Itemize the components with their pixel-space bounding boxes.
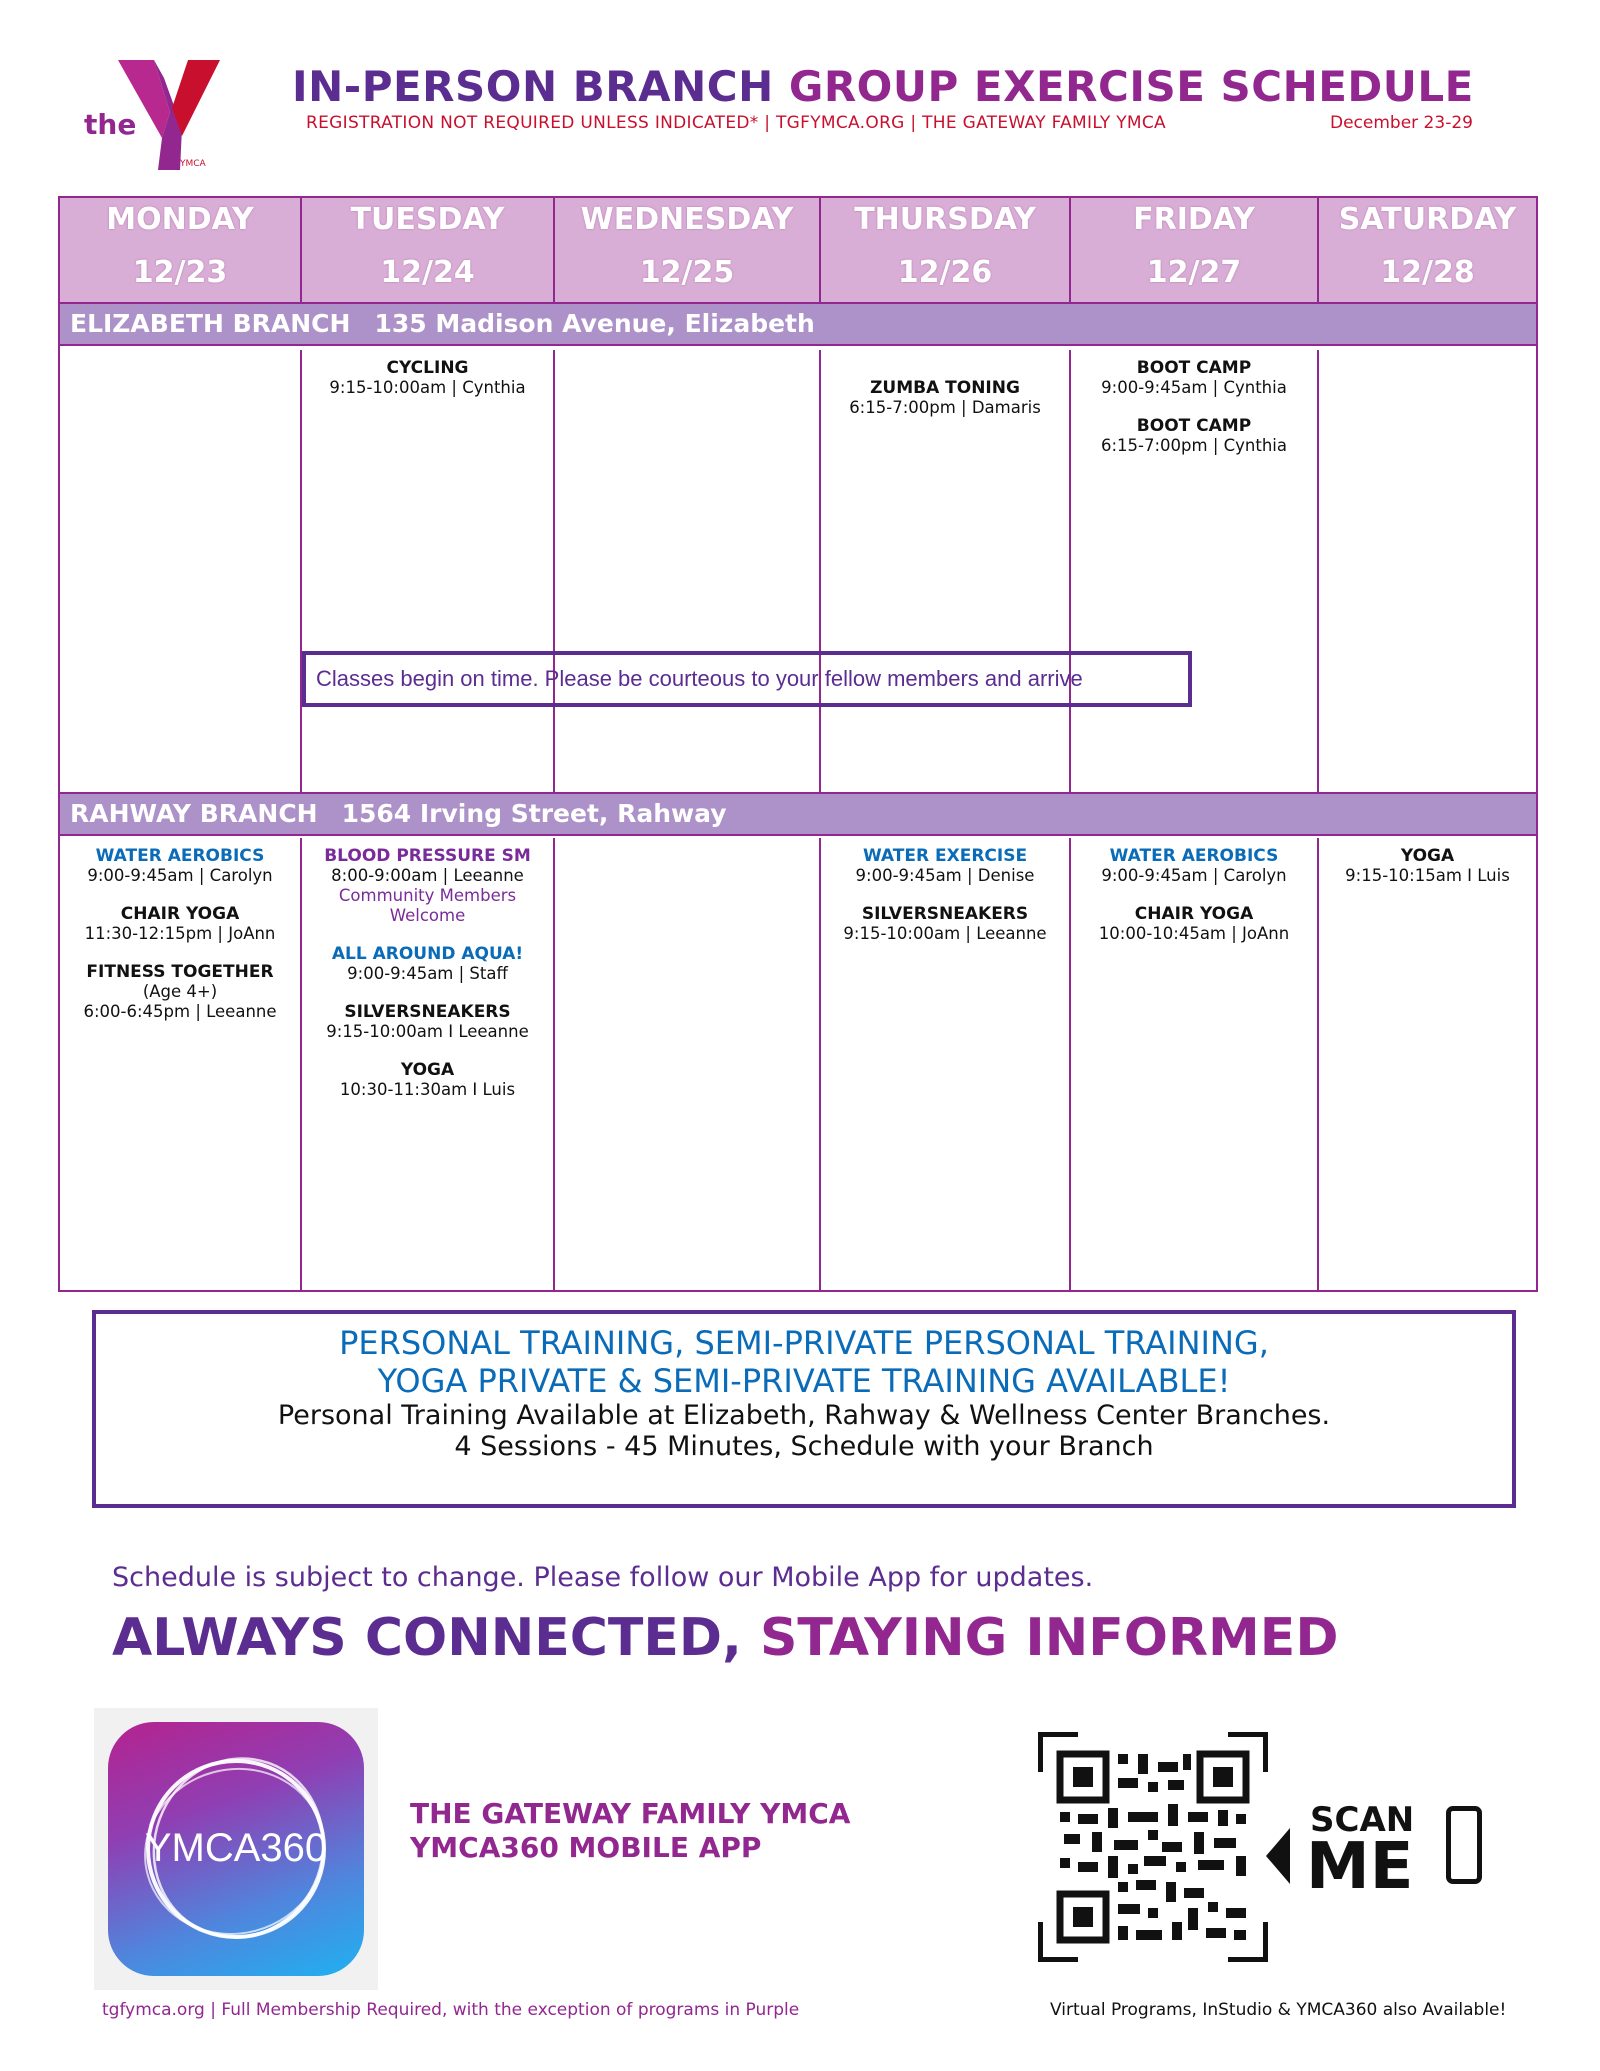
class-time: 9:15-10:15am I Luis xyxy=(1345,866,1510,885)
class-name: YOGA xyxy=(400,1060,455,1080)
training-headline-2: YOGA PRIVATE & SEMI-PRIVATE TRAINING AVAILABLE! xyxy=(377,1362,1231,1400)
class-time: 9:15-10:00am | Leeanne xyxy=(843,924,1047,943)
elizabeth-wednesday-cell xyxy=(555,350,821,792)
class-item xyxy=(302,1002,553,1042)
ymca360-app-icon[interactable] xyxy=(108,1722,364,1976)
day-header-saturday xyxy=(1319,198,1536,304)
rahway-wednesday-cell xyxy=(555,838,821,1290)
day-header-monday xyxy=(60,198,302,304)
scan-text: SCAN xyxy=(1310,1800,1415,1840)
class-time: 10:00-10:45am | JoAnn xyxy=(1098,924,1290,943)
connected-headline xyxy=(112,1608,1338,1668)
class-name: ALL AROUND AQUA! xyxy=(331,944,524,964)
class-item xyxy=(60,962,300,1022)
rahway-tuesday-cell xyxy=(302,838,555,1290)
class-note: Community Members xyxy=(338,886,517,905)
footer-membership-note: tgfymca.org | Full Membership Required, with the exception of programs in Purple xyxy=(102,2000,800,2020)
app-icon-label: YMCA360 xyxy=(144,1826,328,1870)
elizabeth-saturday-cell xyxy=(1319,350,1536,792)
class-time: 11:30-12:15pm | JoAnn xyxy=(84,924,276,943)
branch-name: ELIZABETH BRANCH xyxy=(70,309,351,338)
rahway-saturday-cell xyxy=(1319,838,1536,1290)
class-item xyxy=(1071,846,1317,886)
class-item xyxy=(1071,904,1317,944)
day-date: 12/23 xyxy=(132,255,228,290)
class-time: 9:00-9:45am | Denise xyxy=(855,866,1035,885)
elizabeth-friday-cell xyxy=(1071,350,1319,792)
rahway-monday-cell xyxy=(60,838,302,1290)
day-date: 12/25 xyxy=(639,255,735,290)
day-date: 12/26 xyxy=(897,255,993,290)
class-age-note: (Age 4+) xyxy=(142,982,218,1001)
page-title xyxy=(292,62,1474,111)
footer-virtual-note: Virtual Programs, InStudio & YMCA360 also Available! xyxy=(1050,2000,1507,2020)
branch-address: 1564 Irving Street, Rahway xyxy=(341,799,727,828)
class-name: WATER AEROBICS xyxy=(95,846,265,866)
connected-part-2: STAYING INFORMED xyxy=(759,1608,1339,1668)
branch-name: RAHWAY BRANCH xyxy=(70,799,318,828)
class-time: 6:15-7:00pm | Damaris xyxy=(849,398,1041,417)
class-name: SILVERSNEAKERS xyxy=(344,1002,511,1022)
class-time: 9:15-10:00am I Leeanne xyxy=(326,1022,529,1041)
branch-bar-rahway xyxy=(60,792,1536,836)
app-name xyxy=(410,1797,850,1865)
class-item xyxy=(302,944,553,984)
logo-ymca-text: YMCA xyxy=(180,159,206,169)
app-icon-frame xyxy=(94,1708,378,1990)
rahway-friday-cell xyxy=(1071,838,1319,1290)
class-item xyxy=(821,846,1069,886)
branch-address: 135 Madison Avenue, Elizabeth xyxy=(374,309,815,338)
connected-part-1: ALWAYS CONNECTED, xyxy=(112,1608,760,1668)
day-header-wednesday xyxy=(555,198,821,304)
branch-bar-elizabeth xyxy=(60,302,1536,346)
class-name: WATER AEROBICS xyxy=(1109,846,1279,866)
smartphone-icon xyxy=(1446,1806,1482,1884)
class-item xyxy=(1071,416,1317,456)
class-time: 9:15-10:00am | Cynthia xyxy=(329,378,526,397)
day-header-thursday xyxy=(821,198,1071,304)
class-name: CYCLING xyxy=(386,358,469,378)
class-time: 8:00-9:00am | Leeanne xyxy=(331,866,524,885)
day-date: 12/28 xyxy=(1380,255,1475,290)
training-headline-1: PERSONAL TRAINING, SEMI-PRIVATE PERSONAL TRAINING, xyxy=(339,1324,1269,1362)
class-item xyxy=(821,904,1069,944)
class-time: 9:00-9:45am | Staff xyxy=(347,964,508,983)
training-detail-2: 4 Sessions - 45 Minutes, Schedule with your Branch xyxy=(454,1431,1154,1462)
class-name: YOGA xyxy=(1400,846,1455,866)
class-item xyxy=(302,846,553,926)
class-name: CHAIR YOGA xyxy=(120,904,240,924)
class-item xyxy=(1071,358,1317,398)
title-part-1: IN-PERSON BRANCH xyxy=(292,62,789,111)
class-time: 9:00-9:45am | Carolyn xyxy=(1101,866,1287,885)
ymca-logo xyxy=(80,58,230,178)
schedule-change-note: Schedule is subject to change. Please follow our Mobile App for updates. xyxy=(112,1562,1094,1593)
class-time: 10:30-11:30am I Luis xyxy=(339,1080,516,1099)
day-date: 12/24 xyxy=(380,255,475,290)
day-name: WEDNESDAY xyxy=(580,202,794,237)
me-text: ME xyxy=(1306,1830,1414,1904)
schedule-table xyxy=(58,196,1538,1292)
class-item xyxy=(60,904,300,944)
day-name: MONDAY xyxy=(106,202,254,237)
app-name-line-2: YMCA360 MOBILE APP xyxy=(410,1831,762,1864)
personal-training-box xyxy=(92,1310,1516,1508)
class-item xyxy=(302,1060,553,1100)
day-name: FRIDAY xyxy=(1133,202,1255,237)
class-name: WATER EXERCISE xyxy=(862,846,1028,866)
schedule-dates: December 23-29 xyxy=(1330,113,1473,133)
training-detail-1: Personal Training Available at Elizabeth, Rahway & Wellness Center Branches. xyxy=(277,1400,1331,1431)
qr-code-icon[interactable] xyxy=(1038,1732,1268,1962)
class-name: CHAIR YOGA xyxy=(1134,904,1254,924)
class-time: 9:00-9:45am | Cynthia xyxy=(1101,378,1287,397)
class-time: 6:00-6:45pm | Leeanne xyxy=(83,1002,277,1021)
arrow-left-icon xyxy=(1266,1828,1290,1884)
day-header-tuesday xyxy=(302,198,555,304)
class-name: BLOOD PRESSURE SM xyxy=(324,846,531,866)
elizabeth-monday-cell xyxy=(60,350,302,792)
class-item xyxy=(60,846,300,886)
class-item xyxy=(302,358,553,398)
class-name: FITNESS TOGETHER xyxy=(86,962,274,982)
class-name: BOOT CAMP xyxy=(1136,416,1252,436)
day-date: 12/27 xyxy=(1146,255,1242,290)
class-name: ZUMBA TONING xyxy=(870,378,1020,398)
class-item xyxy=(821,378,1069,418)
elizabeth-tuesday-cell xyxy=(302,350,555,792)
arrival-notice: Classes begin on time. Please be courteous to your fellow members and arrive xyxy=(302,651,1192,707)
day-name: THURSDAY xyxy=(854,202,1036,237)
class-name: SILVERSNEAKERS xyxy=(861,904,1029,924)
logo-the-text: the xyxy=(84,108,137,141)
day-name: SATURDAY xyxy=(1338,202,1517,237)
day-name: TUESDAY xyxy=(350,202,505,237)
day-header-friday xyxy=(1071,198,1319,304)
class-note: Welcome xyxy=(389,906,466,925)
class-item xyxy=(1319,846,1536,886)
y-logo-icon xyxy=(118,58,228,173)
scan-me-label xyxy=(1266,1800,1496,1904)
class-time: 6:15-7:00pm | Cynthia xyxy=(1100,436,1288,455)
class-time: 9:00-9:45am | Carolyn xyxy=(87,866,273,885)
rahway-thursday-cell xyxy=(821,838,1071,1290)
app-name-line-1: THE GATEWAY FAMILY YMCA xyxy=(410,1797,851,1830)
class-name: BOOT CAMP xyxy=(1136,358,1252,378)
title-part-2: GROUP EXERCISE SCHEDULE xyxy=(788,62,1474,111)
elizabeth-thursday-cell xyxy=(821,350,1071,792)
page-subtitle: REGISTRATION NOT REQUIRED UNLESS INDICATED* | TGFYMCA.ORG | THE GATEWAY FAMILY YMCA xyxy=(306,113,1166,133)
